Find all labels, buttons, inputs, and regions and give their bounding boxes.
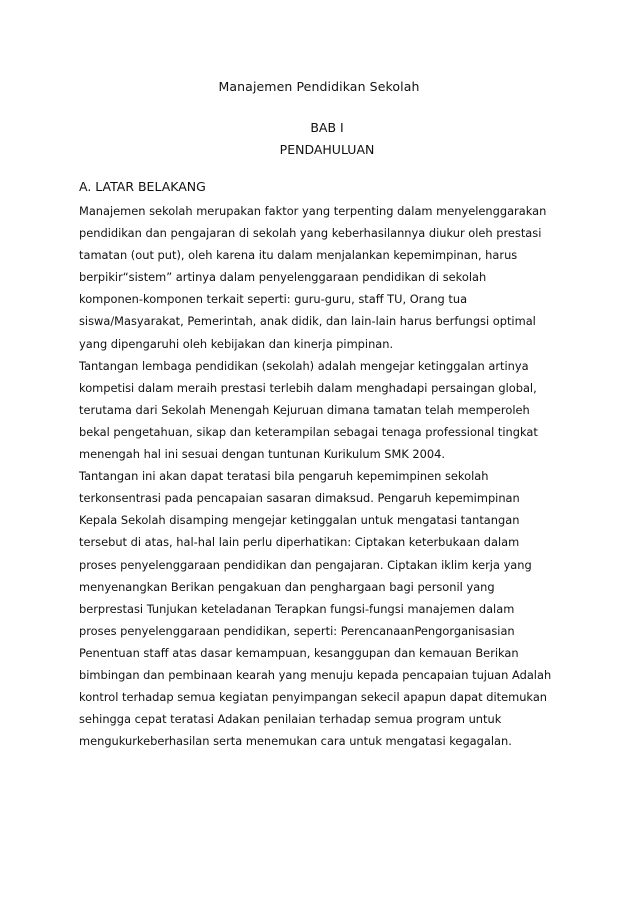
text-line: tersebut di atas, hal-hal lain perlu diperhatikan: Ciptakan keterbukaan dalam	[79, 535, 520, 550]
text-line: pendidikan dan pengajaran di sekolah yang keberhasilannya diukur oleh prestasi	[79, 226, 542, 241]
text-line: yang dipengaruhi oleh kebijakan dan kinerja pimpinan.	[79, 336, 394, 351]
chapter-heading	[0, 117, 638, 161]
chapter-number: BAB I	[310, 120, 344, 135]
text-line: Tantangan lembaga pendidikan (sekolah) adalah mengejar ketinggalan artinya	[79, 358, 529, 373]
body-text	[79, 200, 579, 752]
text-line: kontrol terhadap semua kegiatan penyimpangan sekecil apapun dapat ditemukan	[79, 690, 548, 705]
text-line: terutama dari Sekolah Menengah Kejuruan dimana tamatan telah memperoleh	[79, 402, 530, 417]
text-line: menengah hal ini sesuai dengan tuntunan Kurikulum SMK 2004.	[79, 447, 446, 462]
text-line: Kepala Sekolah disamping mengejar ketinggalan untuk mengatasi tantangan	[79, 513, 520, 528]
section-heading: A. LATAR BELAKANG	[79, 179, 206, 194]
text-line: tamatan (out put), oleh karena itu dalam menjalankan kepemimpinan, harus	[79, 248, 518, 263]
text-line: bekal pengetahuan, sikap dan keterampilan sebagai tenaga professional tingkat	[79, 424, 538, 439]
document-title: Manajemen Pendidikan Sekolah	[218, 79, 420, 94]
text-line: proses penyelenggaraan pendidikan dan pengajaran. Ciptakan iklim kerja yang	[79, 557, 532, 572]
text-line: kompetisi dalam meraih prestasi terlebih dalam menghadapi persaingan global,	[79, 380, 537, 395]
text-line: terkonsentrasi pada pencapaian sasaran dimaksud. Pengaruh kepemimpinan	[79, 491, 520, 506]
text-line: bimbingan dan pembinaan kearah yang menuju kepada pencapaian tujuan Adalah	[79, 667, 552, 682]
text-line: komponen-komponen terkait seperti: guru-guru, staff TU, Orang tua	[79, 292, 468, 307]
chapter-title: PENDAHULUAN	[279, 142, 375, 157]
text-line: Manajemen sekolah merupakan faktor yang terpenting dalam menyelenggarakan	[79, 204, 547, 218]
text-line: menyenangkan Berikan pengakuan dan penghargaan bagi personil yang	[79, 579, 495, 594]
text-line: proses penyelenggaraan pendidikan, seperti: PerencanaanPengorganisasian	[79, 623, 515, 638]
text-line: Tantangan ini akan dapat teratasi bila pengaruh kepemimpinen sekolah	[79, 469, 489, 484]
text-line: Penentuan staff atas dasar kemampuan, kesanggupan dan kemauan Berikan	[79, 645, 519, 660]
text-line: berpikir“sistem” artinya dalam penyelenggaraan pendidikan di sekolah	[79, 270, 487, 285]
text-line: siswa/Masyarakat, Pemerintah, anak didik, dan lain-lain harus berfungsi optimal	[79, 314, 536, 329]
text-line: berprestasi Tunjukan keteladanan Terapkan fungsi-fungsi manajemen dalam	[79, 601, 515, 616]
text-line: mengukurkeberhasilan serta menemukan cara untuk mengatasi kegagalan.	[79, 734, 512, 749]
text-line: sehingga cepat teratasi Adakan penilaian terhadap semua program untuk	[79, 712, 502, 727]
